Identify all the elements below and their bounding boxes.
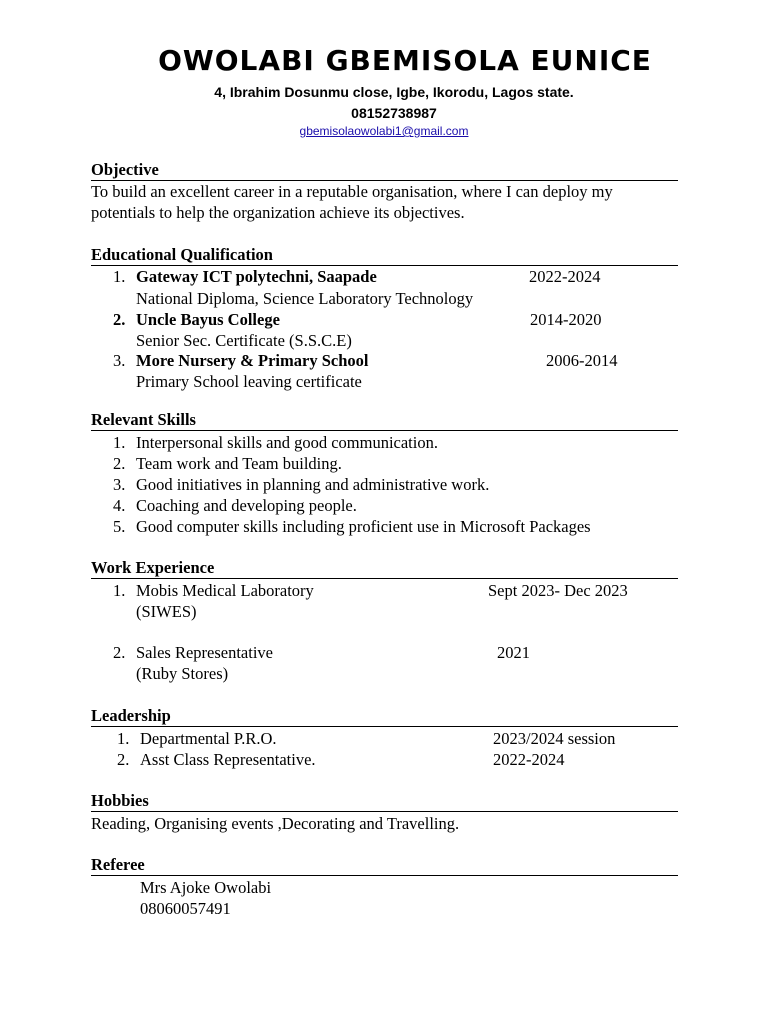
hobbies-text: Reading, Organising events ,Decorating and Travelling. bbox=[91, 814, 460, 833]
objective-heading: Objective bbox=[91, 160, 678, 181]
school-years: 2014-2020 bbox=[530, 310, 602, 329]
list-number: 2. bbox=[113, 310, 126, 329]
leadership-date: 2022-2024 bbox=[493, 750, 565, 769]
school-years: 2006-2014 bbox=[546, 351, 618, 370]
skill-item: Good initiatives in planning and administrative work. bbox=[136, 475, 490, 494]
school-award: Senior Sec. Certificate (S.S.C.E) bbox=[136, 331, 352, 350]
job-sub: (SIWES) bbox=[136, 602, 197, 621]
job-date: 2021 bbox=[497, 643, 530, 662]
list-number: 3. bbox=[113, 475, 126, 494]
job-title: Sales Representative bbox=[136, 643, 273, 662]
referee-heading: Referee bbox=[91, 855, 678, 876]
list-number: 3. bbox=[113, 351, 126, 370]
skill-item: Coaching and developing people. bbox=[136, 496, 357, 515]
leadership-date: 2023/2024 session bbox=[493, 729, 616, 748]
phone: 08152738987 bbox=[351, 105, 437, 121]
job-sub: (Ruby Stores) bbox=[136, 664, 229, 683]
address: 4, Ibrahim Dosunmu close, Igbe, Ikorodu, Lagos state. bbox=[214, 84, 574, 100]
school-award: Primary School leaving certificate bbox=[136, 372, 362, 391]
referee-name: Mrs Ajoke Owolabi bbox=[140, 878, 272, 897]
leadership-role: Departmental P.R.O. bbox=[140, 729, 277, 748]
list-number: 2. bbox=[117, 750, 130, 769]
leadership-role: Asst Class Representative. bbox=[140, 750, 316, 769]
list-number: 1. bbox=[117, 729, 130, 748]
school-name: Gateway ICT polytechni, Saapade bbox=[136, 267, 377, 286]
skills-heading: Relevant Skills bbox=[91, 410, 678, 431]
list-number: 4. bbox=[113, 496, 126, 515]
email-link[interactable]: gbemisolaowolabi1@gmail.com bbox=[299, 124, 469, 138]
skill-item: Interpersonal skills and good communication. bbox=[136, 433, 438, 452]
applicant-name: OWOLABI GBEMISOLA EUNICE bbox=[158, 44, 652, 77]
education-heading: Educational Qualification bbox=[91, 245, 678, 266]
objective-line: potentials to help the organization achieve its objectives. bbox=[91, 203, 465, 222]
list-number: 2. bbox=[113, 643, 126, 662]
list-number: 1. bbox=[113, 581, 126, 600]
skill-item: Good computer skills including proficient use in Microsoft Packages bbox=[136, 517, 591, 536]
job-date: Sept 2023- Dec 2023 bbox=[488, 581, 628, 600]
skill-item: Team work and Team building. bbox=[136, 454, 342, 473]
list-number: 2. bbox=[113, 454, 126, 473]
list-number: 5. bbox=[113, 517, 126, 536]
school-years: 2022-2024 bbox=[529, 267, 601, 286]
referee-phone: 08060057491 bbox=[140, 899, 231, 918]
hobbies-heading: Hobbies bbox=[91, 791, 678, 812]
list-number: 1. bbox=[113, 433, 126, 452]
work-heading: Work Experience bbox=[91, 558, 678, 579]
school-name: More Nursery & Primary School bbox=[136, 351, 369, 370]
list-number: 1. bbox=[113, 267, 126, 286]
school-name: Uncle Bayus College bbox=[136, 310, 280, 329]
school-award: National Diploma, Science Laboratory Technology bbox=[136, 289, 474, 308]
leadership-heading: Leadership bbox=[91, 706, 678, 727]
objective-line: To build an excellent career in a reputable organisation, where I can deploy my bbox=[91, 182, 613, 201]
job-title: Mobis Medical Laboratory bbox=[136, 581, 314, 600]
